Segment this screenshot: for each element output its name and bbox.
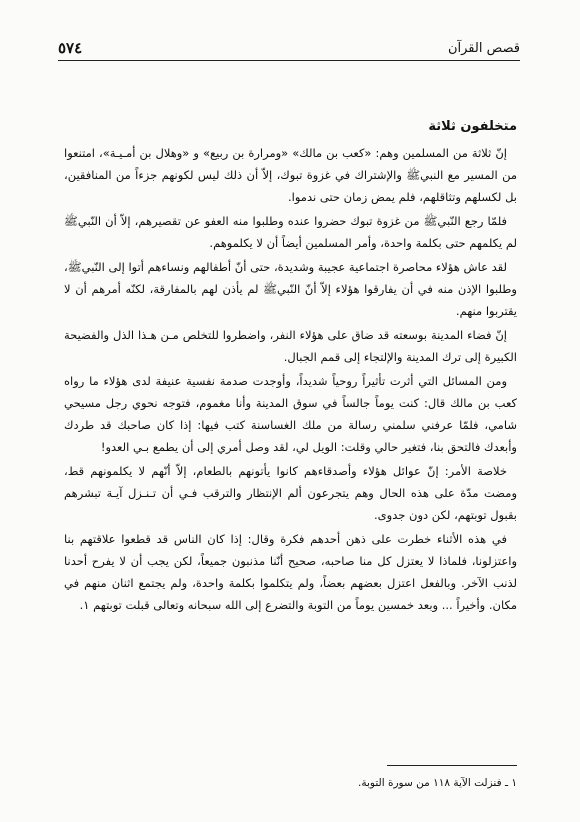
paragraph: ومن المسائل التي أثرت تأثيراً روحياً شديداً، وأوجدت صدمة نفسية عنيفة لدى هؤلاء ما رواه كعب بن مالك قال: كنت يوماً جالساً في سوق المدينة وأنا مغموم، فتوجه نحوي رجل مسيحي شامي، فلمّا عرفني سلمني رسالة من ملك الغساسنة كتب فيها: إذا كان صاحبك قد طردك وأبعدك فالتحق بنا، فتغير حالي وقلت: الويل لي، لقد وصل أمري إلى أن يطمع بـي العدو! xyxy=(64,374,517,454)
section-heading: متخلفون ثلاثة xyxy=(428,119,517,134)
running-title: قصص القرآن xyxy=(447,41,520,56)
paragraph: فلمّا رجع النّبيﷺ من غزوة تبوك حضروا عنده وطلبوا منه العفو عن تقصيرهم، إلاّ أن النّبيﷺ لم يكلمهم حتى بكلمة واحدة، وأمر المسلمين أيضاً أن لا يكلموهم. xyxy=(64,214,517,250)
page-body xyxy=(64,116,517,618)
paragraph: في هذه الأثناء خطرت على ذهن أحدهم فكرة وقال: إذا كان الناس قد قطعوا علاقتهم بنا واعتزلونا، فلماذا لا يعتزل كل منا صاحبه، صحيح أنّنا مذنبون جميعاً، لكن يجب أن لا يفرح أحدنا لذنب الآخر. وبالفعل اعتزل بعضهم بعضاً، ولم يتكلموا بكلمة واحدة، ولم يجتمع اثنان منهم في مكان. وأخيراً ... وبعد خمسين يوماً من التوبة والتضرع إلى الله سبحانه وتعالى قبلت توبتهم ١. xyxy=(64,532,517,612)
footnote-divider xyxy=(387,765,517,766)
paragraph: إنّ فضاء المدينة بوسعته قد ضاق على هؤلاء النفر، واضطروا للتخلص مـن هـذا الذل والفضيحة الكبيرة إلى ترك المدينة والإلتجاء إلى قمم الجبال. xyxy=(64,328,517,364)
paragraph: خلاصة الأمر: إنّ عوائل هؤلاء وأصدقاءهم كانوا يأتونهم بالطعام، إلاّ أنّهم لا يكلمونهم قط، ومضت مدّة على هذه الحال وهم يتجرعون ألم الإنتظار والترقب فـي أن تـنـزل آيـة تبشرهم بقبول توبتهم، لكن دون جدوى. xyxy=(64,464,517,522)
footnote: ١ ـ فنزلت الآية ١١٨ من سورة التوبة. xyxy=(358,777,517,789)
paragraph: إنّ ثلاثة من المسلمين وهم: «كعب بن مالك» «ومرارة بن ربيع» و «وهلال بن أمـيـة»، امتنعوا من المسير مع النبيﷺ والإشتراك في غزوة تبوك، إلاّ أن ذلك ليس لكونهم جزءاً من المنافقين، بل لكسلهم وتثاقلهم، فلم يمض زمان حتى ندموا. xyxy=(64,146,517,204)
page-header xyxy=(58,38,520,61)
paragraph: لقد عاش هؤلاء محاصرة اجتماعية عجيبة وشديدة، حتى أنّ أطفالهم ونساءهم أتوا إلى النّبيﷺ، وطلبوا الإذن منه في أن يفارقوا هؤلاء إلاّ أنّ النّبيﷺ لم يأذن لهم بالمفارقة، لكنّه أمرهم أن لا يقتربوا منهم. xyxy=(64,260,517,318)
page-number: ٥٧٤ xyxy=(58,39,83,57)
